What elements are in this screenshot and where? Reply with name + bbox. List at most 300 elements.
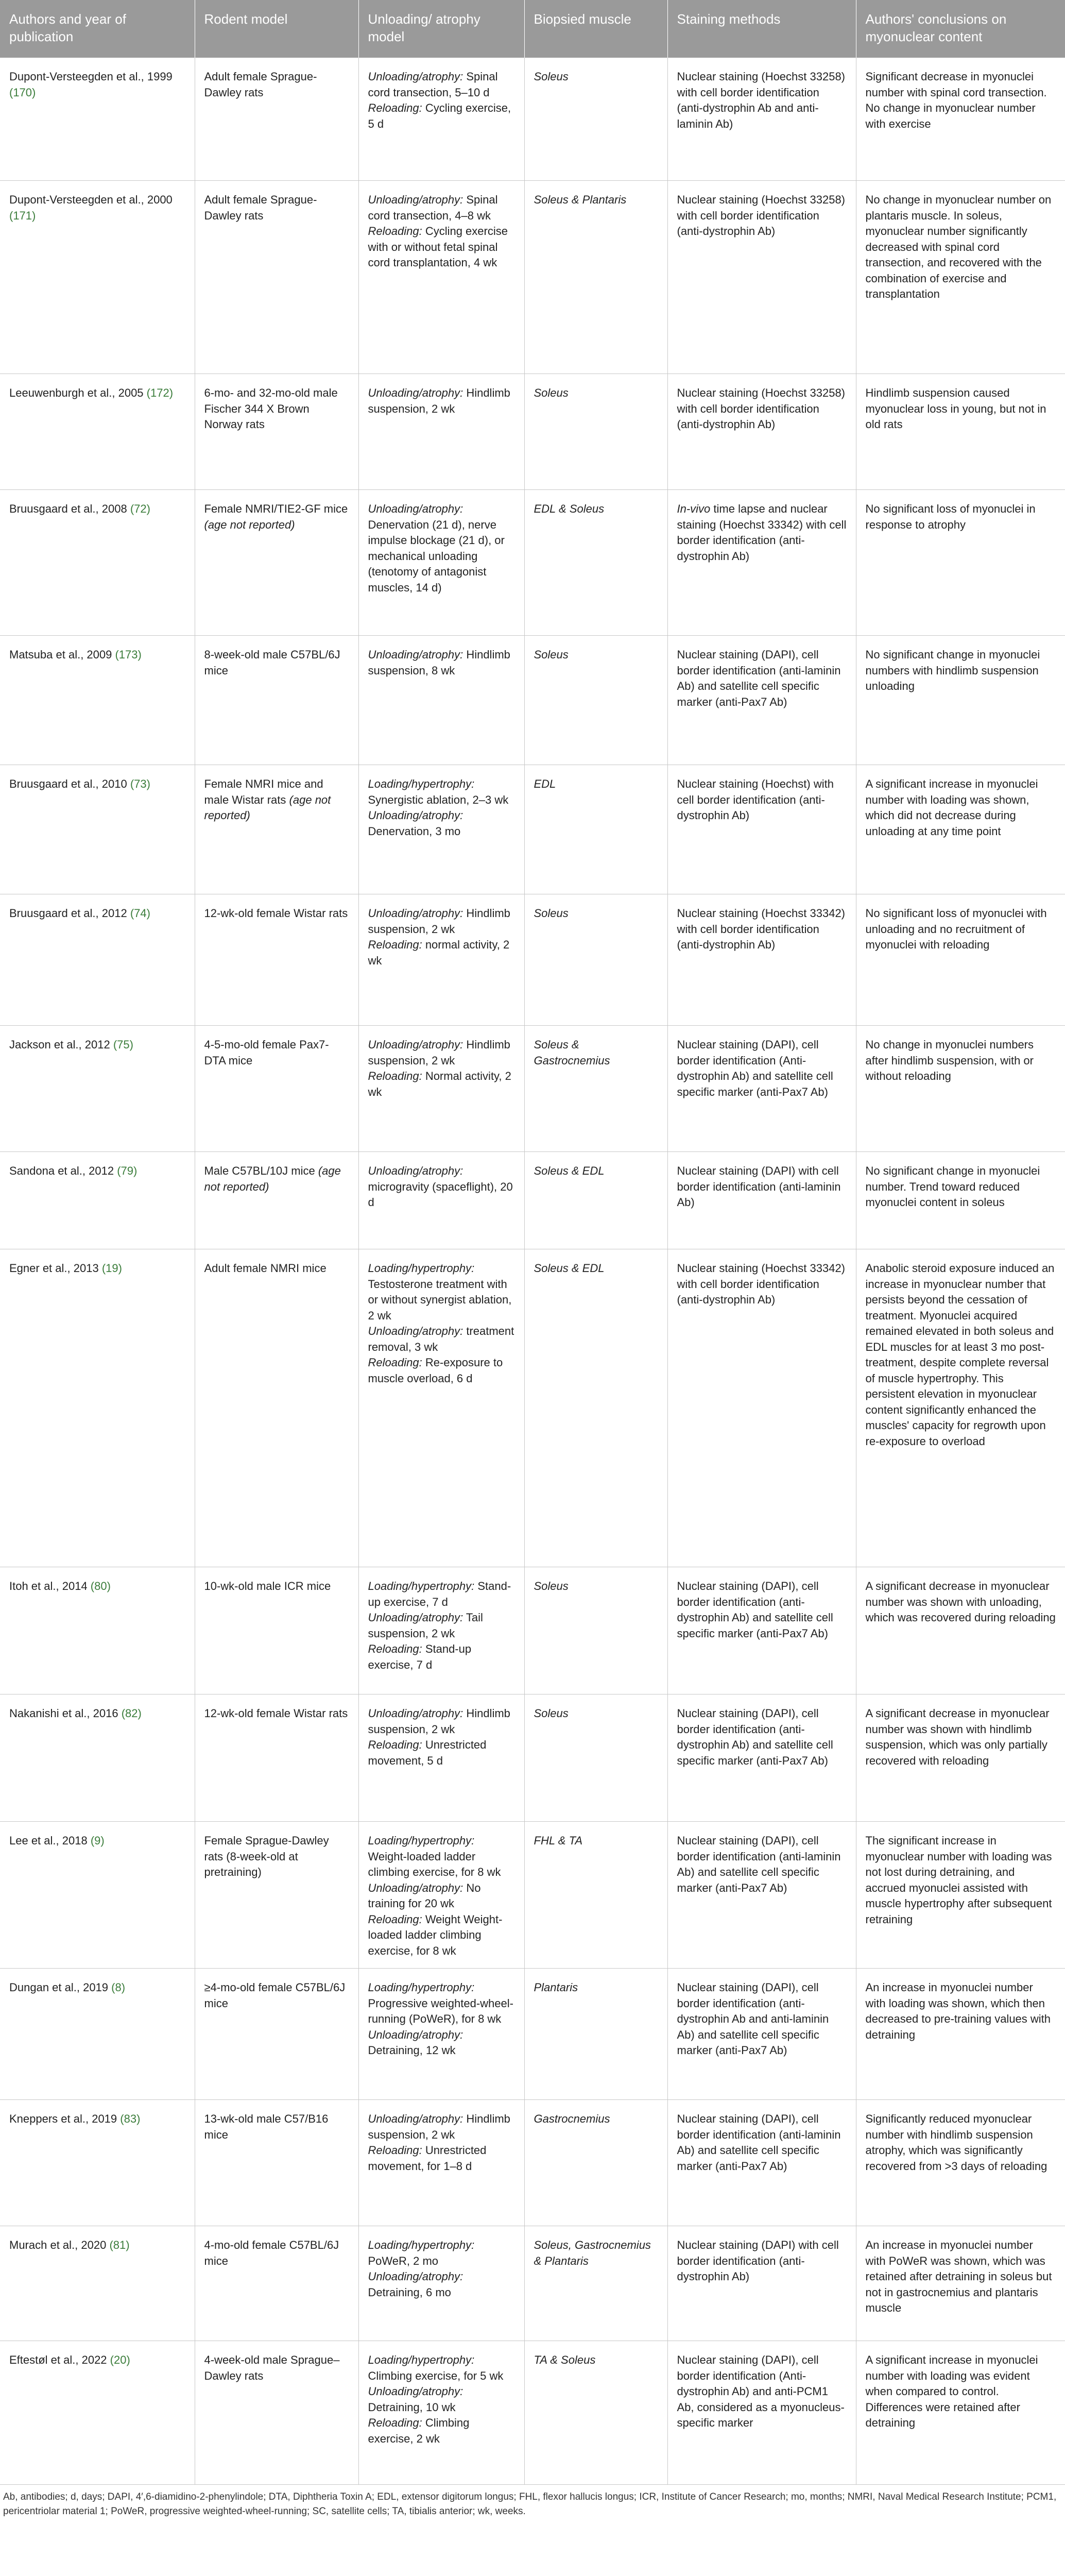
protocol-label: Unloading/atrophy: <box>368 2385 463 2398</box>
model-text: 12-wk-old female Wistar rats <box>204 907 348 920</box>
conclusion-text: No significant loss of myonuclei in response to atrophy <box>865 502 1036 531</box>
cell-muscle <box>524 1152 667 1249</box>
cell-muscle <box>524 2341 667 2485</box>
author-text: Dupont-Versteegden et al., 2000 <box>9 193 173 206</box>
table-row <box>0 1694 1065 1822</box>
protocol-label: Unloading/atrophy: <box>368 386 463 399</box>
protocol-line <box>368 937 515 969</box>
protocol-line <box>368 1069 515 1100</box>
protocol-label: Unloading/atrophy: <box>368 648 463 661</box>
muscle-text: Soleus <box>534 1580 569 1592</box>
cell-unloading <box>358 181 524 374</box>
cell-conclusion <box>856 765 1065 894</box>
conclusion-text: Hindlimb suspension caused myonuclear loss in young, but not in old rats <box>865 386 1046 431</box>
protocol-label: Unloading/atrophy: <box>368 2028 463 2041</box>
reference-link[interactable]: (82) <box>121 1707 142 1720</box>
reference-link[interactable]: (19) <box>101 1262 122 1275</box>
cell-unloading <box>358 2100 524 2226</box>
cell-model <box>195 1026 358 1152</box>
protocol-label: Loading/hypertrophy: <box>368 2239 475 2251</box>
cell-model <box>195 765 358 894</box>
staining-text: Nuclear staining (Hoechst 33342) with cell border identification (anti-dystrophin Ab) <box>677 907 846 951</box>
protocol-text: Spinal cord transection, 5–10 d <box>368 70 498 99</box>
cell-staining <box>667 490 856 636</box>
cell-staining <box>667 1822 856 1969</box>
staining-text: time lapse and nuclear staining (Hoechst 33342) with cell border identification (anti-dystrophin Ab) <box>677 502 847 563</box>
reference-link[interactable]: (171) <box>9 209 36 222</box>
protocol-label: Unloading/atrophy: <box>368 2112 463 2125</box>
cell-staining <box>667 374 856 490</box>
table-row <box>0 636 1065 765</box>
cell-authors <box>0 2341 195 2485</box>
cell-unloading <box>358 1694 524 1822</box>
staining-text: Nuclear staining (Hoechst) with cell border identification (anti-dystrophin Ab) <box>677 777 834 822</box>
protocol-text: Normal activity, 2 wk <box>368 1070 511 1098</box>
cell-unloading <box>358 1969 524 2100</box>
staining-text: Nuclear staining (Hoechst 33258) with cell border identification (anti-dystrophin Ab) <box>677 386 846 431</box>
protocol-text: Progressive weighted-wheel-running (PoWeR), for 8 wk <box>368 1996 513 2025</box>
protocol-text: Cycling exercise, 5 d <box>368 101 511 130</box>
author-text: Lee et al., 2018 <box>9 1834 88 1847</box>
protocol-text: Detraining, 10 wk <box>368 2400 456 2414</box>
cell-conclusion <box>856 1694 1065 1822</box>
cell-staining <box>667 2341 856 2485</box>
protocol-line <box>368 100 515 132</box>
cell-conclusion <box>856 2100 1065 2226</box>
reference-link[interactable]: (81) <box>109 2239 130 2251</box>
protocol-text: Tail suspension, 2 wk <box>368 1611 483 1640</box>
cell-model <box>195 490 358 636</box>
table-row <box>0 490 1065 636</box>
author-text: Leeuwenburgh et al., 2005 <box>9 386 144 399</box>
reference-link[interactable]: (72) <box>130 502 150 515</box>
cell-staining <box>667 58 856 181</box>
staining-text: Nuclear staining (DAPI) with cell border identification (anti-dystrophin Ab) <box>677 2239 839 2283</box>
author-text: Sandona et al., 2012 <box>9 1164 114 1177</box>
table-row <box>0 1152 1065 1249</box>
cell-staining <box>667 1694 856 1822</box>
protocol-line <box>368 1737 515 1769</box>
table-header <box>0 0 1065 58</box>
table-row <box>0 58 1065 181</box>
model-text: 8-week-old male C57BL/6J mice <box>204 648 340 677</box>
cell-muscle <box>524 894 667 1026</box>
protocol-line <box>368 2384 515 2415</box>
protocol-label: Reloading: <box>368 1642 422 1655</box>
cell-authors <box>0 181 195 374</box>
protocol-label: Unloading/atrophy: <box>368 907 463 920</box>
protocol-text: No training for 20 wk <box>368 1881 481 1910</box>
protocol-text: microgravity (spaceflight), 20 d <box>368 1180 513 1209</box>
table-row <box>0 1567 1065 1694</box>
staining-text: Nuclear staining (Hoechst 33258) with cell border identification (anti-dystrophin Ab and anti-laminin Ab) <box>677 70 846 130</box>
protocol-text: Synergistic ablation, 2–3 wk <box>368 793 509 806</box>
cell-conclusion <box>856 58 1065 181</box>
cell-conclusion <box>856 490 1065 636</box>
author-text: Nakanishi et al., 2016 <box>9 1707 118 1720</box>
model-text: Adult female NMRI mice <box>204 1262 327 1275</box>
conclusion-text: Significantly reduced myonuclear number with hindlimb suspension atrophy, which was significantly recovered from >3 days of reloading <box>865 2112 1047 2173</box>
cell-conclusion <box>856 374 1065 490</box>
protocol-line <box>368 647 515 679</box>
model-text: Female NMRI mice and male Wistar rats <box>204 777 323 806</box>
author-text: Itoh et al., 2014 <box>9 1580 88 1592</box>
table-row <box>0 181 1065 374</box>
protocol-label: Unloading/atrophy: <box>368 2270 463 2283</box>
protocol-line <box>368 1579 515 1610</box>
protocol-line <box>368 1833 515 1880</box>
cell-conclusion <box>856 636 1065 765</box>
protocol-text: Hindlimb suspension, 2 wk <box>368 386 510 415</box>
cell-staining <box>667 1152 856 1249</box>
conclusion-text: No change in myonuclear number on plantaris muscle. In soleus, myonuclear number significantly decreased with spinal cord transection, and recovered with the combination of exercise and transplantation <box>865 193 1052 300</box>
cell-muscle <box>524 1567 667 1694</box>
cell-model <box>195 1694 358 1822</box>
model-text: 4-week-old male Sprague–Dawley rats <box>204 2353 340 2382</box>
conclusion-text: A significant increase in myonuclei number with loading was shown, which did not decrease during unloading at any time point <box>865 777 1038 838</box>
staining-text: Nuclear staining (DAPI), cell border identification (anti-laminin Ab) and satellite cell specific marker (anti-Pax7 Ab) <box>677 2112 841 2173</box>
cell-model <box>195 894 358 1026</box>
muscle-text: Soleus <box>534 648 569 661</box>
protocol-text: Denervation (21 d), nerve impulse blockage (21 d), or mechanical unloading (tenotomy of antagonist muscles, 14 d) <box>368 518 505 594</box>
cell-unloading <box>358 1152 524 1249</box>
protocol-line <box>368 501 515 596</box>
cell-muscle <box>524 1969 667 2100</box>
protocol-text: Detraining, 12 wk <box>368 2044 456 2057</box>
cell-muscle <box>524 1249 667 1567</box>
protocol-text: Spinal cord transection, 4–8 wk <box>368 193 498 222</box>
table-footnote: Ab, antibodies; d, days; DAPI, 4′,6-diamidino-2-phenylindole; DTA, Diphtheria Toxin A; EDL, extensor digitorum longus; FHL, flexor hallucis longus; ICR, Institute of Cancer Research; mo, months; NMRI, Naval Medical Research Institute; PCM1, pericentriolar material 1; PoWeR, progressive weighted-wheel-running; SC, satellite cells; TA, tibialis anterior; wk, weeks. <box>3 2492 1057 2517</box>
protocol-line <box>368 1912 515 1959</box>
author-text: Dupont-Versteegden et al., 1999 <box>9 70 173 83</box>
cell-authors <box>0 765 195 894</box>
model-note: (age not reported) <box>204 793 331 822</box>
cell-authors <box>0 1026 195 1152</box>
cell-staining <box>667 1249 856 1567</box>
conclusion-text: No change in myonuclei numbers after hindlimb suspension, with or without reloading <box>865 1038 1034 1082</box>
table-row <box>0 1026 1065 1152</box>
cell-conclusion <box>856 1026 1065 1152</box>
cell-model <box>195 636 358 765</box>
protocol-label: Unloading/atrophy: <box>368 193 463 206</box>
author-text: Bruusgaard et al., 2008 <box>9 502 127 515</box>
protocol-line <box>368 906 515 937</box>
cell-muscle <box>524 2100 667 2226</box>
cell-unloading <box>358 1567 524 1694</box>
cell-conclusion <box>856 1969 1065 2100</box>
muscle-text: Soleus, Gastrocnemius & Plantaris <box>534 2239 651 2267</box>
cell-unloading <box>358 2226 524 2341</box>
protocol-line <box>368 776 515 808</box>
staining-text: Nuclear staining (DAPI), cell border identification (anti-laminin Ab) and satellite cell specific marker (anti-Pax7 Ab) <box>677 648 841 708</box>
cell-unloading <box>358 1249 524 1567</box>
muscle-text: EDL <box>534 777 556 790</box>
staining-text: Nuclear staining (Hoechst 33342) with cell border identification (anti-dystrophin Ab) <box>677 1262 846 1306</box>
reference-link[interactable]: (170) <box>9 86 36 99</box>
staining-text: Nuclear staining (Hoechst 33258) with cell border identification (anti-dystrophin Ab) <box>677 193 846 238</box>
protocol-text: Hindlimb suspension, 2 wk <box>368 907 510 936</box>
table-row <box>0 374 1065 490</box>
model-text: 10-wk-old male ICR mice <box>204 1580 331 1592</box>
cell-authors <box>0 1694 195 1822</box>
cell-unloading <box>358 58 524 181</box>
reference-link[interactable]: (80) <box>90 1580 111 1592</box>
table-row <box>0 1969 1065 2100</box>
cell-model <box>195 1249 358 1567</box>
cell-model <box>195 1567 358 1694</box>
protocol-text: Hindlimb suspension, 8 wk <box>368 648 510 677</box>
cell-conclusion <box>856 2341 1065 2485</box>
protocol-text: Climbing exercise, for 5 wk <box>368 2369 504 2382</box>
cell-unloading <box>358 636 524 765</box>
cell-authors <box>0 894 195 1026</box>
model-text: Adult female Sprague-Dawley rats <box>204 193 317 222</box>
cell-model <box>195 1822 358 1969</box>
cell-muscle <box>524 490 667 636</box>
protocol-label: Unloading/atrophy: <box>368 1164 463 1177</box>
protocol-text: Weight-loaded ladder climbing exercise, for 8 wk <box>368 1850 501 1878</box>
protocol-line <box>368 2269 515 2300</box>
protocol-line <box>368 2352 515 2384</box>
protocol-label: Unloading/atrophy: <box>368 70 463 83</box>
protocol-text: Stand-up exercise, 7 d <box>368 1580 511 1608</box>
reference-link[interactable]: (8) <box>111 1981 126 1994</box>
conclusion-text: A significant decrease in myonuclear number was shown with hindlimb suspension, which was only partially recovered with reloading <box>865 1707 1050 1767</box>
protocol-line <box>368 2027 515 2059</box>
cell-conclusion <box>856 1822 1065 1969</box>
cell-authors <box>0 1567 195 1694</box>
cell-muscle <box>524 1694 667 1822</box>
protocol-line <box>368 1261 515 1324</box>
cell-conclusion <box>856 1249 1065 1567</box>
protocol-text: PoWeR, 2 mo <box>368 2254 439 2267</box>
reference-link[interactable]: (73) <box>130 777 150 790</box>
muscle-text: FHL & TA <box>534 1834 583 1847</box>
protocol-label: Loading/hypertrophy: <box>368 777 475 790</box>
cell-staining <box>667 636 856 765</box>
cell-authors <box>0 2100 195 2226</box>
header-unloading: Unloading/ atrophy model <box>358 0 524 58</box>
author-text: Murach et al., 2020 <box>9 2239 107 2251</box>
cell-authors <box>0 1822 195 1969</box>
protocol-label: Unloading/atrophy: <box>368 1881 463 1894</box>
protocol-line <box>368 1880 515 1912</box>
muscle-text: EDL & Soleus <box>534 502 605 515</box>
protocol-text: Re-exposure to muscle overload, 6 d <box>368 1356 503 1385</box>
author-text: Kneppers et al., 2019 <box>9 2112 117 2125</box>
muscle-text: Soleus & EDL <box>534 1262 605 1275</box>
cell-model <box>195 374 358 490</box>
cell-authors <box>0 1969 195 2100</box>
cell-conclusion <box>856 1152 1065 1249</box>
protocol-label: Unloading/atrophy: <box>368 502 463 515</box>
cell-muscle <box>524 2226 667 2341</box>
author-text: Matsuba et al., 2009 <box>9 648 112 661</box>
cell-staining <box>667 181 856 374</box>
conclusion-text: A significant decrease in myonuclear number was shown with unloading, which was recovered during reloading <box>865 1580 1056 1624</box>
conclusion-text: An increase in myonuclei number with PoWeR was shown, which was retained after detraining in soleus but not in gastrocnemius and plantaris muscle <box>865 2239 1052 2314</box>
protocol-text: Hindlimb suspension, 2 wk <box>368 1038 510 1067</box>
model-text: Female Sprague-Dawley rats (8-week-old at pretraining) <box>204 1834 329 1878</box>
protocol-text: Unrestricted movement, 5 d <box>368 1738 487 1767</box>
reference-link[interactable]: (172) <box>146 386 174 399</box>
cell-muscle <box>524 58 667 181</box>
protocol-line <box>368 1037 515 1069</box>
model-note: (age not reported) <box>204 1164 341 1193</box>
cell-unloading <box>358 2341 524 2485</box>
cell-staining <box>667 2100 856 2226</box>
cell-muscle <box>524 636 667 765</box>
cell-model <box>195 1152 358 1249</box>
protocol-line <box>368 1163 515 1211</box>
cell-unloading <box>358 765 524 894</box>
cell-staining <box>667 894 856 1026</box>
protocol-line <box>368 2415 515 2447</box>
protocol-text: Climbing exercise, 2 wk <box>368 2416 470 2445</box>
protocol-text: Hindlimb suspension, 2 wk <box>368 2112 510 2141</box>
cell-unloading <box>358 1026 524 1152</box>
protocol-text: Hindlimb suspension, 2 wk <box>368 1707 510 1736</box>
cell-unloading <box>358 1822 524 1969</box>
protocol-line <box>368 1610 515 1641</box>
muscle-text: Soleus <box>534 1707 569 1720</box>
model-text: Male C57BL/10J mice <box>204 1164 315 1177</box>
cell-muscle <box>524 181 667 374</box>
cell-muscle <box>524 374 667 490</box>
cell-conclusion <box>856 894 1065 1026</box>
muscle-text: Gastrocnemius <box>534 2112 610 2125</box>
conclusion-text: The significant increase in myonuclear number with loading was not lost during detraining, and accrued myonuclei assisted with muscle hypertrophy after subsequent retraining <box>865 1834 1052 1926</box>
model-note: (age not reported) <box>204 518 295 531</box>
muscle-text: Soleus & Plantaris <box>534 193 627 206</box>
model-text: Female NMRI/TIE2-GF mice <box>204 502 348 515</box>
reference-link[interactable]: (83) <box>120 2112 141 2125</box>
cell-authors <box>0 374 195 490</box>
model-text: 4-mo-old female C57BL/6J mice <box>204 2239 339 2267</box>
protocol-text: Weight Weight-loaded ladder climbing exercise, for 8 wk <box>368 1912 503 1957</box>
protocol-label: Reloading: <box>368 1912 422 1926</box>
reference-link[interactable]: (74) <box>130 907 150 920</box>
protocol-line <box>368 808 515 839</box>
protocol-line <box>368 69 515 100</box>
model-text: 13-wk-old male C57/B16 mice <box>204 2112 329 2141</box>
cell-authors <box>0 490 195 636</box>
cell-muscle <box>524 1026 667 1152</box>
protocol-label: Reloading: <box>368 101 422 114</box>
protocol-text: Denervation, 3 mo <box>368 824 461 838</box>
cell-staining <box>667 2226 856 2341</box>
cell-model <box>195 2341 358 2485</box>
cell-unloading <box>358 374 524 490</box>
model-text: 12-wk-old female Wistar rats <box>204 1707 348 1720</box>
header-authors: Authors and year of publication <box>0 0 195 58</box>
protocol-text: Detraining, 6 mo <box>368 2285 451 2299</box>
protocol-text: Stand-up exercise, 7 d <box>368 1642 472 1671</box>
cell-model <box>195 2100 358 2226</box>
reference-link[interactable]: (20) <box>110 2353 130 2366</box>
protocol-label: Reloading: <box>368 938 422 951</box>
protocol-label: Reloading: <box>368 2144 422 2157</box>
protocol-label: Reloading: <box>368 225 422 238</box>
conclusion-text: An increase in myonuclei number with loading was shown, which then decreased to pre-training values with detraining <box>865 1981 1051 2041</box>
table-row <box>0 894 1065 1026</box>
cell-conclusion <box>856 181 1065 374</box>
staining-text: Nuclear staining (DAPI), cell border identification (Anti-dystrophin Ab) and anti-PCM1 Ab, considered as a myonucleus-specific marker <box>677 2353 845 2429</box>
protocol-label: Unloading/atrophy: <box>368 1707 463 1720</box>
protocol-line <box>368 1641 515 1673</box>
cell-conclusion <box>856 1567 1065 1694</box>
reference-link[interactable]: (9) <box>90 1834 105 1847</box>
cell-staining <box>667 1026 856 1152</box>
protocol-line <box>368 2238 515 2269</box>
protocol-line <box>368 2111 515 2143</box>
protocol-label: Unloading/atrophy: <box>368 1611 463 1624</box>
cell-conclusion <box>856 2226 1065 2341</box>
protocol-label: Loading/hypertrophy: <box>368 1834 475 1847</box>
protocol-label: Unloading/atrophy: <box>368 1325 463 1337</box>
header-staining: Staining methods <box>667 0 856 58</box>
protocol-label: Reloading: <box>368 1070 422 1082</box>
author-text: Dungan et al., 2019 <box>9 1981 109 1994</box>
table-row <box>0 1249 1065 1567</box>
protocol-label: Loading/hypertrophy: <box>368 1262 475 1275</box>
muscle-text: Soleus <box>534 907 569 920</box>
cell-authors <box>0 1249 195 1567</box>
reference-link[interactable]: (79) <box>117 1164 138 1177</box>
table-body <box>0 58 1065 2485</box>
staining-text: Nuclear staining (DAPI), cell border identification (anti-dystrophin Ab and anti-laminin Ab) and satellite cell specific marker (anti-Pax7 Ab) <box>677 1981 829 2057</box>
staining-lead: In-vivo <box>677 502 711 515</box>
table-row <box>0 2100 1065 2226</box>
staining-text: Nuclear staining (DAPI), cell border identification (anti-dystrophin Ab) and satellite cell specific marker (anti-Pax7 Ab) <box>677 1580 833 1640</box>
muscle-text: Soleus & Gastrocnemius <box>534 1038 610 1067</box>
conclusion-text: No significant change in myonuclei numbers with hindlimb suspension unloading <box>865 648 1040 692</box>
conclusion-text: No significant loss of myonuclei with unloading and no recruitment of myonuclei with reloading <box>865 907 1047 951</box>
protocol-text: Cycling exercise with or without fetal spinal cord transplantation, 4 wk <box>368 225 508 269</box>
protocol-label: Loading/hypertrophy: <box>368 1580 475 1592</box>
cell-staining <box>667 1567 856 1694</box>
staining-text: Nuclear staining (DAPI) with cell border identification (anti-laminin Ab) <box>677 1164 841 1209</box>
model-text: ≥4-mo-old female C57BL/6J mice <box>204 1981 346 2010</box>
protocol-line <box>368 1706 515 1737</box>
conclusion-text: Significant decrease in myonuclei number with spinal cord transection. No change in myonuclear number with exercise <box>865 70 1047 130</box>
protocol-text: normal activity, 2 wk <box>368 938 510 967</box>
cell-staining <box>667 765 856 894</box>
model-text: Adult female Sprague-Dawley rats <box>204 70 317 99</box>
cell-staining <box>667 1969 856 2100</box>
cell-authors <box>0 1152 195 1249</box>
conclusion-text: A significant increase in myonuclei number with loading was evident when compared to control. Differences were retained after detraining <box>865 2353 1038 2429</box>
muscle-text: Soleus <box>534 386 569 399</box>
model-text: 4-5-mo-old female Pax7-DTA mice <box>204 1038 329 1067</box>
table-row <box>0 2226 1065 2341</box>
reference-link[interactable]: (173) <box>115 648 142 661</box>
protocol-line <box>368 2143 515 2174</box>
author-text: Egner et al., 2013 <box>9 1262 99 1275</box>
author-text: Bruusgaard et al., 2012 <box>9 907 127 920</box>
protocol-line <box>368 385 515 417</box>
protocol-text: Unrestricted movement, for 1–8 d <box>368 2144 487 2173</box>
protocol-label: Unloading/atrophy: <box>368 1038 463 1051</box>
author-text: Bruusgaard et al., 2010 <box>9 777 127 790</box>
conclusion-text: Anabolic steroid exposure induced an increase in myonuclear number that persists beyond the cessation of treatment. Myonuclei acquired remained elevated in both soleus and EDL muscles for at least 3 mo post-treatment, despite complete reversal of muscle hypertrophy. This persistent elevation in myonuclear content significantly enhanced the muscles' capacity for regrowth upon re-exposure to overload <box>865 1262 1055 1448</box>
reference-link[interactable]: (75) <box>113 1038 133 1051</box>
table-row <box>0 1822 1065 1969</box>
model-text: 6-mo- and 32-mo-old male Fischer 344 X Brown Norway rats <box>204 386 338 431</box>
cell-authors <box>0 2226 195 2341</box>
cell-muscle <box>524 765 667 894</box>
header-conclusions: Authors' conclusions on myonuclear content <box>856 0 1065 58</box>
